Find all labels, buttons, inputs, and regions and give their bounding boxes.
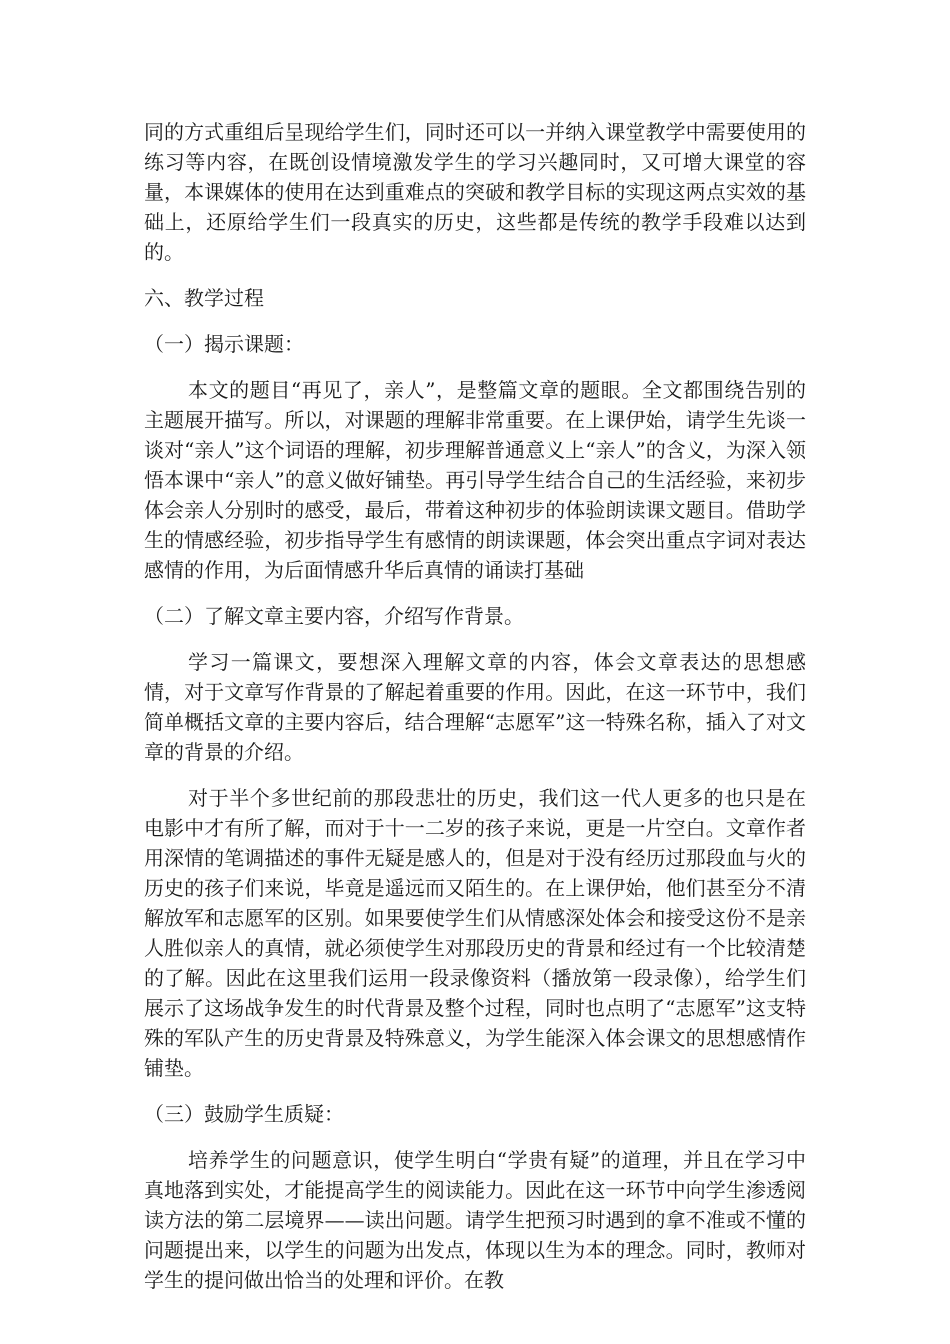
- subsection-heading-3: （三）鼓励学生质疑：: [144, 1102, 344, 1126]
- paragraph-background-1: 学习一篇课文，要想深入理解文章的内容，体会文章表达的思想感情，对于文章写作背景的了解起着重要的作用。因此，在这一环节中，我们简单概括文章的主要内容后，结合理解“志愿军”这一特殊名称，插入了对文章的背景的介绍。: [144, 650, 806, 764]
- paragraph-questioning: 培养学生的问题意识，使学生明白“学贵有疑”的道理，并且在学习中真地落到实处，才能提高学生的阅读能力。因此在这一环节中向学生渗透阅读方法的第二层境界——读出问题。请学生把预习时遇到的拿不准或不懂的问题提出来，以学生的问题为出发点，体现以生为本的理念。同时，教师对学生的提问做出恰当的处理和评价。在教: [144, 1148, 806, 1292]
- subsection-heading-1: （一）揭示课题：: [144, 332, 304, 356]
- paragraph-background-2: 对于半个多世纪前的那段悲壮的历史，我们这一代人更多的也只是在电影中才有所了解，而对于十一二岁的孩子来说，更是一片空白。文章作者用深情的笔调描述的事件无疑是感人的，但是对于没有经历过那段血与火的历史的孩子们来说，毕竟是遥远而又陌生的。在上课伊始，他们甚至分不清解放军和志愿军的区别。如果要使学生们从情感深处体会和接受这份不是亲人胜似亲人的真情，就必须使学生对那段历史的背景和经过有一个比较清楚的了解。因此在这里我们运用一段录像资料（播放第一段录像），给学生们展示了这场战争发生的时代背景及整个过程，同时也点明了“志愿军”这支特殊的军队产生的历史背景及特殊意义，为学生能深入体会课文的思想感情作铺垫。: [144, 786, 806, 1080]
- paragraph-topic: 本文的题目“再见了，亲人”，是整篇文章的题眼。全文都围绕告别的主题展开描写。所以，对课题的理解非常重要。在上课伊始，请学生先谈一谈对“亲人”这个词语的理解，初步理解普通意义上“亲人”的含义，为深入领悟本课中“亲人”的意义做好铺垫。再引导学生结合自己的生活经验，来初步体会亲人分别时的感受，最后，带着这种初步的体验朗读课文题目。借助学生的情感经验，初步指导学生有感情的朗读课题，体会突出重点字词对表达感情的作用，为后面情感升华后真情的诵读打基础: [144, 378, 806, 582]
- subsection-heading-2: （二）了解文章主要内容，介绍写作背景。: [144, 604, 524, 628]
- section-heading: 六、教学过程: [144, 286, 264, 310]
- document-page: [144, 117, 806, 1311]
- paragraph-intro: 同的方式重组后呈现给学生们，同时还可以一并纳入课堂教学中需要使用的练习等内容，在既创设情境激发学生的学习兴趣同时，又可增大课堂的容量，本课媒体的使用在达到重难点的突破和教学目标的实现这两点实效的基础上，还原给学生们一段真实的历史，这些都是传统的教学手段难以达到的。: [144, 120, 806, 264]
